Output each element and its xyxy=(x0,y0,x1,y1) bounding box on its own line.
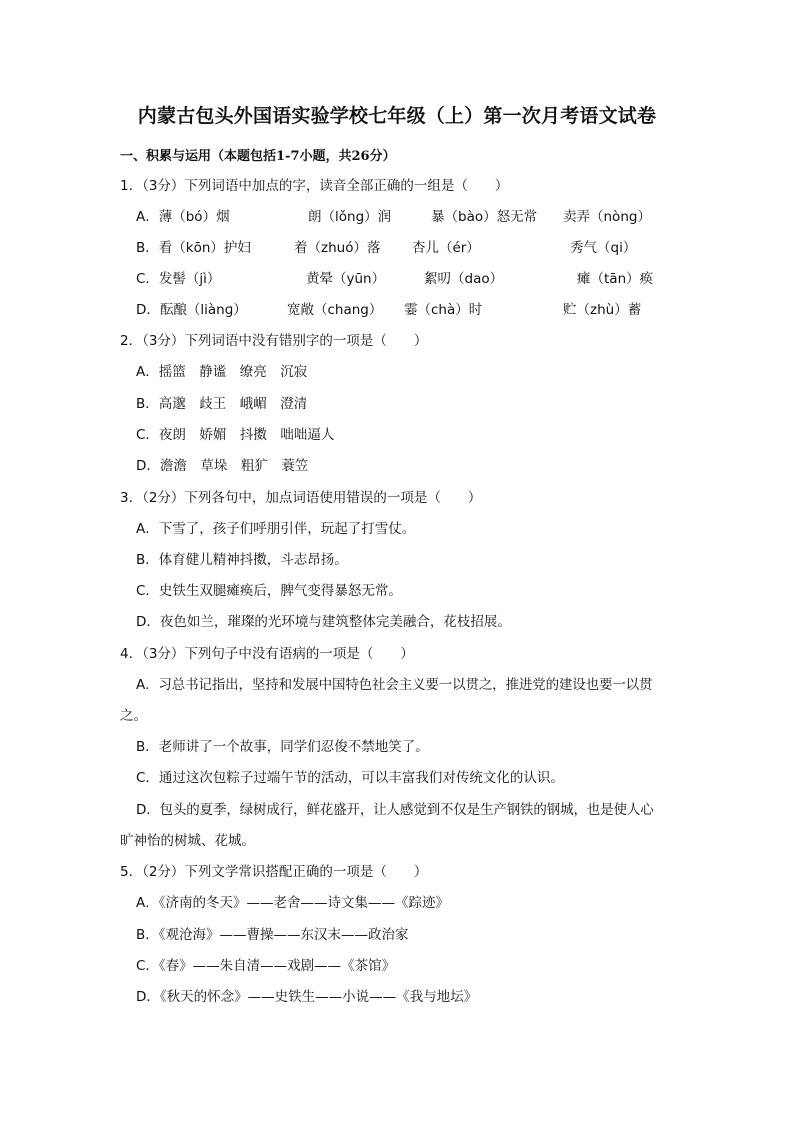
q3-option-d: D．夜色如兰，璀璨的光环境与建筑整体完美融合，花枝招展。 xyxy=(136,614,511,630)
question-1-stem: 1．（3分）下列词语中加点的字，读音全部正确的一组是（ ） xyxy=(120,178,509,194)
q4-option-a: A．习总书记指出，坚持和发展中国特色社会主义要一以贯之，推进党的建设也要一以贯 xyxy=(136,677,653,693)
q4-option-d: D．包头的夏季，绿树成行，鲜花盛开，让人感觉到不仅是生产钢铁的钢城，也是使人心 xyxy=(136,802,654,818)
q2-option-c: C．夜朗 娇媚 抖擞 咄咄逼人 xyxy=(136,427,335,443)
q4-option-c: C．通过这次包粽子过端午节的活动，可以丰富我们对传统文化的认识。 xyxy=(136,770,564,786)
question-5-stem: 5．（2分）下列文学常识搭配正确的一项是（ ） xyxy=(120,864,428,880)
q1-option-c-2: 黄晕（yūn） xyxy=(306,271,386,287)
page-title: 内蒙古包头外国语实验学校七年级（上）第一次月考语文试卷 xyxy=(137,105,657,127)
q1-option-d-2: 宽敞（chang） xyxy=(287,302,383,318)
q1-option-a-3: 暴（bào）怒无常 xyxy=(431,209,538,225)
q1-option-d-3: 霎（chà）时 xyxy=(404,302,483,318)
section-heading: 一、积累与运用（本题包括1-7小题，共26分） xyxy=(120,149,396,164)
q5-option-a: A．《济南的冬天》——老舍——诗文集——《踪迹》 xyxy=(136,895,449,911)
question-2-stem: 2．（3分）下列词语中没有错别字的一项是（ ） xyxy=(120,333,428,349)
q1-option-b-3: 杏儿（ér） xyxy=(412,240,480,256)
q4-option-b: B．老师讲了一个故事，同学们忍俊不禁地笑了。 xyxy=(136,739,429,755)
q2-option-a: A．摇篮 静谧 缭亮 沉寂 xyxy=(136,364,308,380)
q1-option-c-4: 瘫（tān）痪 xyxy=(577,271,654,287)
q4-option-d-continued: 旷神怡的树城、花城。 xyxy=(120,833,255,849)
q1-option-d-4: 贮（zhù）蓄 xyxy=(563,302,642,318)
q3-option-b: B．体育健儿精神抖擞，斗志昂扬。 xyxy=(136,552,348,568)
q1-option-c-3: 絮叨（dao） xyxy=(424,271,504,287)
question-4-stem: 4．（3分）下列句子中没有语病的一项是（ ） xyxy=(120,646,414,662)
q5-option-d: D．《秋天的怀念》——史铁生——小说——《我与地坛》 xyxy=(136,989,478,1005)
q1-option-d-1: D．酝酿（liànɡ） xyxy=(136,302,247,318)
q1-option-b-2: 着（zhuó）落 xyxy=(294,240,381,256)
q2-option-d: D．澹澹 草垛 粗犷 蓑笠 xyxy=(136,458,309,474)
q1-option-a-1: A．薄（bó）烟 xyxy=(136,209,230,225)
q5-option-b: B．《观沧海》——曹操——东汉末——政治家 xyxy=(136,927,409,943)
q5-option-c: C．《春》——朱自清——戏剧——《茶馆》 xyxy=(136,958,396,974)
q3-option-a: A．下雪了，孩子们呼朋引伴，玩起了打雪仗。 xyxy=(136,521,416,537)
q1-option-a-2: 朗（lǒng）润 xyxy=(308,209,392,225)
question-3-stem: 3．（2分）下列各句中，加点词语使用错误的一项是（ ） xyxy=(120,490,482,506)
q3-option-c: C．史铁生双腿瘫痪后，脾气变得暴怒无常。 xyxy=(136,583,402,599)
q4-option-a-continued: 之。 xyxy=(120,708,147,724)
q1-option-b-1: B．看（kōn）护妇 xyxy=(136,240,251,256)
q1-option-c-1: C．发髻（jì） xyxy=(136,271,221,287)
q1-option-b-4: 秀气（qi） xyxy=(570,240,637,256)
q2-option-b: B．高邈 歧王 峨嵋 澄清 xyxy=(136,396,308,412)
q1-option-a-4: 卖弄（nòng） xyxy=(563,209,651,225)
